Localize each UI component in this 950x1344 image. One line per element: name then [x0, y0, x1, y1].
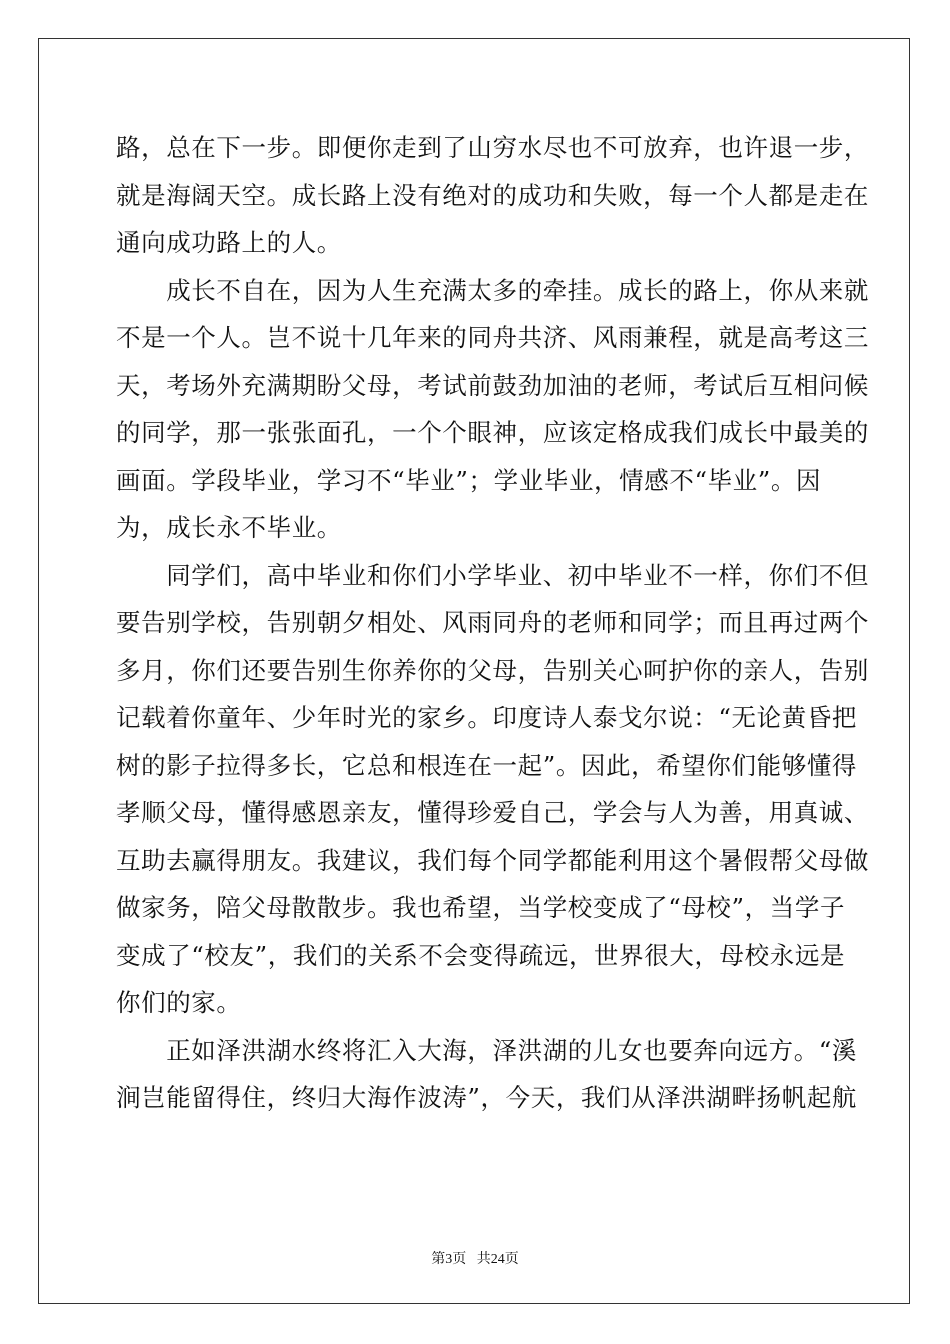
text-line: 涧岂能留得住，终归大海作波涛”，今天，我们从泽洪湖畔扬帆起航	[116, 1083, 858, 1112]
text-line: 通向成功路上的人。	[116, 228, 342, 257]
text-line: 不是一个人。岂不说十几年来的同舟共济、风雨兼程，就是高考这三	[116, 323, 869, 352]
total-pages: 共24页	[476, 1252, 519, 1267]
text-line: 正如泽洪湖水终将汇入大海，泽洪湖的儿女也要奔向远方。“溪	[116, 1035, 858, 1065]
document-body	[116, 124, 869, 1122]
text-line: 成长不自在，因为人生充满太多的牵挂。成长的路上，你从来就	[116, 275, 869, 305]
text-line: 的同学，那一张张面孔，一个个眼神，应该定格成我们成长中最美的	[116, 418, 869, 447]
text-line: 画面。学段毕业，学习不“毕业”；学业毕业，情感不“毕业”。因	[116, 465, 822, 495]
page-footer	[0, 1248, 950, 1268]
paragraph-3	[116, 552, 869, 1027]
text-line: 多月，你们还要告别生你养你的父母，告别关心呵护你的亲人，告别	[116, 655, 869, 685]
paragraph-2	[116, 267, 869, 552]
text-line: 互助去赢得朋友。我建议，我们每个同学都能利用这个暑假帮父母做	[116, 845, 869, 875]
text-line: 要告别学校，告别朝夕相处、风雨同舟的老师和同学；而且再过两个	[116, 608, 869, 637]
text-line: 做家务，陪父母散散步。我也希望，当学校变成了“母校”，当学子	[116, 893, 846, 922]
text-line: 路，总在下一步。即便你走到了山穷水尽也不可放弃，也许退一步，	[116, 133, 869, 162]
text-line: 为，成长永不毕业。	[116, 513, 342, 542]
text-line: 孝顺父母，懂得感恩亲友，懂得珍爱自己，学会与人为善，用真诚、	[116, 798, 869, 827]
page-number: 第3页	[431, 1252, 467, 1267]
text-line: 记载着你童年、少年时光的家乡。印度诗人泰戈尔说：“无论黄昏把	[116, 703, 858, 732]
text-line: 就是海阔天空。成长路上没有绝对的成功和失败，每一个人都是走在	[116, 180, 869, 210]
text-line: 天，考场外充满期盼父母，考试前鼓劲加油的老师，考试后互相问候	[116, 370, 869, 400]
text-line: 树的影子拉得多长，它总和根连在一起”。因此，希望你们能够懂得	[116, 750, 858, 780]
paragraph-1	[116, 124, 869, 267]
text-line: 同学们，高中毕业和你们小学毕业、初中毕业不一样，你们不但	[116, 560, 869, 590]
paragraph-4	[116, 1027, 858, 1122]
text-line: 变成了“校友”，我们的关系不会变得疏远，世界很大，母校永远是	[116, 940, 846, 970]
text-line: 你们的家。	[116, 988, 242, 1017]
